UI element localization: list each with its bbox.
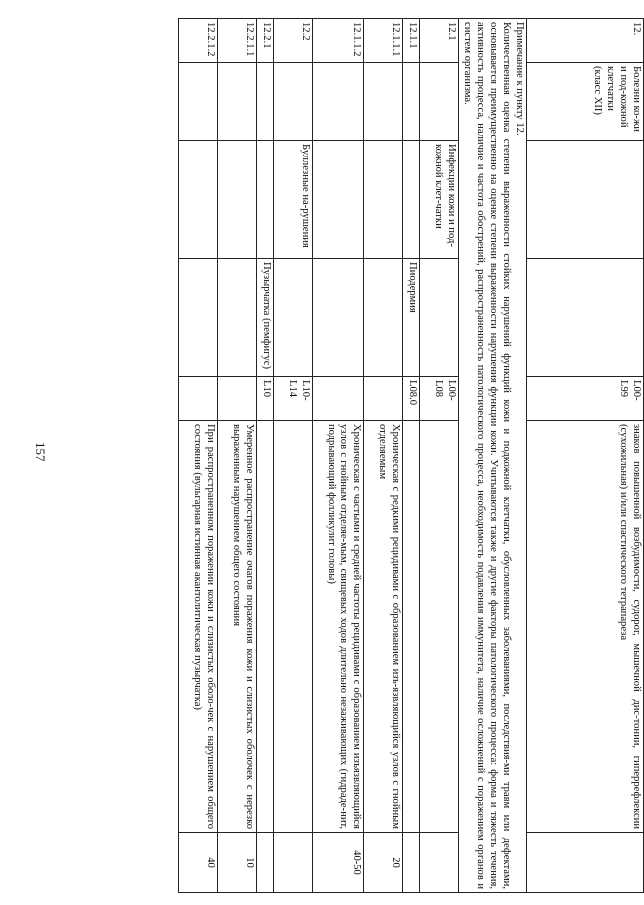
row-code: 12.1 xyxy=(420,19,459,63)
criteria-text: Хроническая с редкими рецидивами с образованием изъ-язвляющийся узлов с гнойным отделяемым xyxy=(364,421,403,833)
empty-cell xyxy=(218,141,257,259)
empty-cell xyxy=(257,141,274,259)
row-code: 12.2.1.1 xyxy=(218,19,257,63)
empty-cell xyxy=(257,421,274,833)
table-row-12-1-1-1 xyxy=(364,19,403,893)
row-code: 12.2 xyxy=(274,19,313,63)
table-row-12-2-1 xyxy=(257,19,274,893)
percent-cell: 40 xyxy=(179,833,218,893)
note-title: Примечание к пункту 12. xyxy=(514,22,525,136)
row-code: 12.1.1 xyxy=(403,19,420,63)
empty-cell xyxy=(313,63,364,141)
disease-group: Инфекции кожи и под-кожной клет-чатки xyxy=(420,141,459,259)
icd-code: L08.0 xyxy=(403,377,420,421)
empty-cell xyxy=(218,63,257,141)
empty-cell xyxy=(420,259,459,377)
empty-cell xyxy=(179,259,218,377)
empty-cell xyxy=(179,63,218,141)
empty-cell xyxy=(313,141,364,259)
percent-cell xyxy=(257,833,274,893)
icd-code: L00-L08 xyxy=(420,377,459,421)
page-number: 157 xyxy=(33,442,48,462)
criteria-text: При распространенном поражении кожи и слизистых оболо-чек с нарушением общего состояния (вульгарная истинная акантолитическая пузырчатка) xyxy=(179,421,218,833)
empty-cell xyxy=(420,63,459,141)
percent-cell: 10 xyxy=(218,833,257,893)
rotated-page-content xyxy=(96,18,644,892)
empty-cell xyxy=(218,377,257,421)
empty-cell xyxy=(179,377,218,421)
empty-cell xyxy=(313,259,364,377)
empty-cell xyxy=(364,377,403,421)
empty-cell xyxy=(218,259,257,377)
table-row-12 xyxy=(527,19,644,893)
empty-cell xyxy=(179,141,218,259)
empty-cell xyxy=(274,259,313,377)
disease-class: Болезни ко-жи и под-кожной клетчатки (класс XII) xyxy=(527,63,644,141)
empty-cell xyxy=(274,63,313,141)
empty-cell xyxy=(257,63,274,141)
icd-code: L10 xyxy=(257,377,274,421)
row-code: 12.2.1 xyxy=(257,19,274,63)
empty-cell xyxy=(403,63,420,141)
percent-cell xyxy=(527,833,644,893)
disease-group: Буллезные на-рушения xyxy=(274,141,313,259)
table-row-12-1 xyxy=(420,19,459,893)
row-code: 12.1.1.2 xyxy=(313,19,364,63)
disability-criteria-table xyxy=(178,18,644,893)
row-code: 12.2.1.2 xyxy=(179,19,218,63)
percent-cell xyxy=(274,833,313,893)
empty-cell xyxy=(403,421,420,833)
table-row-12-2-1-2 xyxy=(179,19,218,893)
row-code: 12. xyxy=(527,19,644,63)
empty-cell xyxy=(313,377,364,421)
note-text: Количественная оценка степени выраженности стойких нарушений функций кожи и подкожной клетчатки, обусловленных заболеваниями, последствия-ми травм или дефектами, основывается преимущественно на оценке степени выраженности нарушения функции кожи. Учитываются также и другие факторы патологического процесса: форма и тяжесть течения, активность процесса, наличие и частота обострений, распространенность патологического процесса, необходимость подавления иммунитета, наличие осложнений с поражением органов и систем организма. xyxy=(462,22,513,889)
row-code: 12.1.1.1 xyxy=(364,19,403,63)
empty-cell xyxy=(527,141,644,259)
disease-name: Пиодермия xyxy=(403,259,420,377)
icd-code: L00-L99 xyxy=(527,377,644,421)
empty-cell xyxy=(420,421,459,833)
disease-name: Пузырчатка (пемфигус) xyxy=(257,259,274,377)
empty-cell xyxy=(364,63,403,141)
empty-cell xyxy=(364,259,403,377)
criteria-text: Умеренное распространение очагов поражения кожи и слизистых оболочек с нерезко выраженным нарушением общего состояния xyxy=(218,421,257,833)
empty-cell xyxy=(364,141,403,259)
table-row-12-1-1-2 xyxy=(313,19,364,893)
table-row-12-1-1 xyxy=(403,19,420,893)
table-row-12-2 xyxy=(274,19,313,893)
percent-cell xyxy=(420,833,459,893)
empty-cell xyxy=(527,259,644,377)
criteria-text: Хроническая с частыми и средней частоты рецидивами с образованием изъязвляющийся узлов с гнойным отделяе-мым, свищевых ходов длительно незаживающих (гидраде-нит, подрывающий фолликулит головы) xyxy=(313,421,364,833)
note-cell xyxy=(459,19,527,893)
table-row-12-2-1-1 xyxy=(218,19,257,893)
percent-cell: 20 xyxy=(364,833,403,893)
table-row-note xyxy=(459,19,527,893)
empty-cell xyxy=(403,141,420,259)
icd-code: L10-L14 xyxy=(274,377,313,421)
empty-cell xyxy=(274,421,313,833)
criteria-text: знаков повышенной возбудимости, судорог, мышечной дис-тонии, гиперрефлексии (сухожильная) и/или спастического тетрапареза xyxy=(527,421,644,833)
percent-cell: 40-50 xyxy=(313,833,364,893)
percent-cell xyxy=(403,833,420,893)
